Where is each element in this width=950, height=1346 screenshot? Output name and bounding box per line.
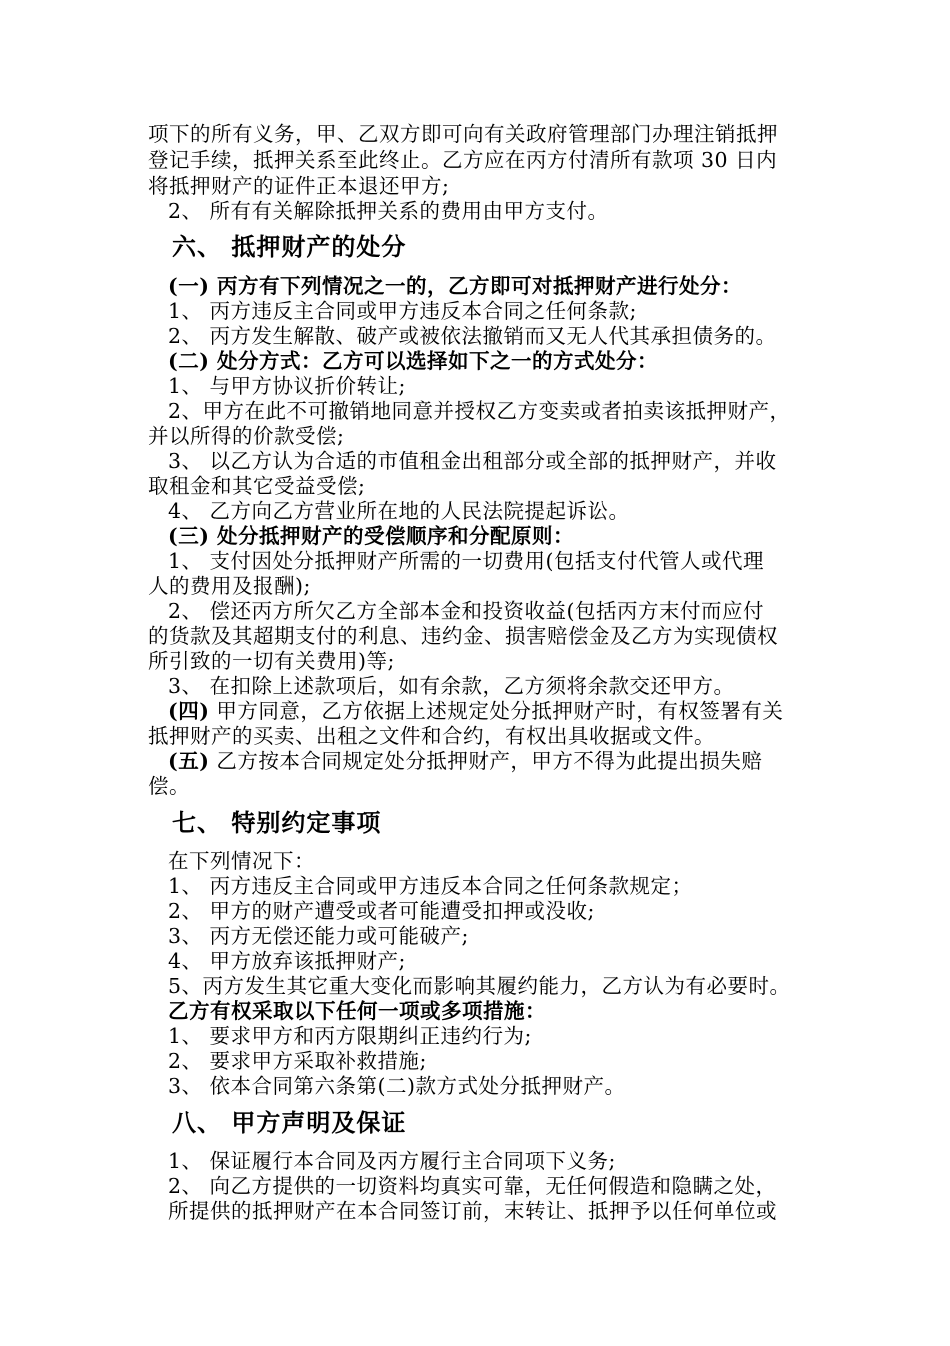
- paragraph-line: 2、 向乙方提供的一切资料均真实可靠，无任何假造和隐瞒之处，: [168, 1174, 777, 1198]
- paragraph-line: 3、 依本合同第六条第(二)款方式处分抵押财产。: [168, 1074, 626, 1098]
- paragraph-line: [168, 748, 848, 774]
- paragraph-line: 1、 支付因处分抵押财产所需的一切费用(包括支付代管人或代理: [168, 549, 765, 573]
- paragraph-line: 3、 在扣除上述款项后，如有余款，乙方须将余款交还甲方。: [168, 674, 735, 698]
- clause-text: 甲方同意，乙方依据上述规定处分抵押财产时，有权签署有关: [209, 699, 784, 723]
- paragraph-line: 2、 偿还丙方所欠乙方全部本金和投资收益(包括丙方末付而应付: [168, 599, 765, 623]
- subsection-heading: (三) 处分抵押财产的受偿顺序和分配原则：: [168, 524, 575, 548]
- paragraph-line: 项下的所有义务，甲、乙双方即可向有关政府管理部门办理注销抵押: [148, 122, 778, 146]
- paragraph-line: 2、 丙方发生解散、破产或被依法撤销而又无人代其承担债务的。: [168, 324, 777, 348]
- paragraph-line: 抵押财产的买卖、出租之文件和合约，有权出具收据或文件。: [148, 724, 715, 748]
- paragraph-line: 2、甲方在此不可撤销地同意并授权乙方变卖或者拍卖该抵押财产，: [168, 399, 791, 423]
- clause-marker: (四): [168, 699, 210, 723]
- paragraph-line: 2、 所有有关解除抵押关系的费用由甲方支付。: [168, 199, 609, 223]
- paragraph-line: 1、 要求甲方和丙方限期纠正违约行为;: [168, 1024, 532, 1048]
- paragraph-line: 的货款及其超期支付的利息、违约金、损害赔偿金及乙方为实现债权: [148, 624, 778, 648]
- paragraph-line: 1、 保证履行本合同及丙方履行主合同项下义务;: [168, 1149, 616, 1173]
- section-heading: 七、 特别约定事项: [172, 808, 382, 837]
- subsection-heading: 乙方有权采取以下任何一项或多项措施：: [168, 999, 546, 1023]
- paragraph-line: 并以所得的价款受偿;: [148, 424, 345, 448]
- section-heading: 六、 抵押财产的处分: [172, 232, 407, 261]
- subsection-heading: (二) 处分方式：乙方可以选择如下之一的方式处分：: [168, 349, 659, 373]
- paragraph-line: 所提供的抵押财产在本合同签订前，末转让、抵押予以任何单位或: [168, 1199, 777, 1223]
- paragraph-line: 3、 以乙方认为合适的市值租金出租部分或全部的抵押财产，并收: [168, 449, 777, 473]
- paragraph-line: 所引致的一切有关费用)等;: [148, 649, 395, 673]
- paragraph-line: 偿。: [148, 774, 190, 798]
- clause-marker: (五): [168, 749, 210, 773]
- paragraph-line: 5、丙方发生其它重大变化而影响其履约能力，乙方认为有必要时。: [168, 974, 791, 998]
- clause-text: 乙方按本合同规定处分抵押财产，甲方不得为此提出损失赔: [209, 749, 763, 773]
- paragraph-line: 2、 要求甲方采取补救措施;: [168, 1049, 427, 1073]
- paragraph-line: 4、 乙方向乙方营业所在地的人民法院提起诉讼。: [168, 499, 630, 523]
- paragraph-line: 1、 丙方违反主合同或甲方违反本合同之任何条款;: [168, 299, 637, 323]
- paragraph-line: 登记手续，抵押关系至此终止。乙方应在丙方付清所有款项 30 日内: [148, 148, 778, 172]
- paragraph-line: 将抵押财产的证件正本退还甲方;: [148, 174, 450, 198]
- paragraph-line: 人的费用及报酬);: [148, 574, 311, 598]
- paragraph-line: 在下列情况下：: [168, 849, 315, 873]
- paragraph-line: 2、 甲方的财产遭受或者可能遭受扣押或没收;: [168, 899, 595, 923]
- paragraph-line: 取租金和其它受益受偿;: [148, 474, 366, 498]
- paragraph-line: 1、 丙方违反主合同或甲方违反本合同之任何条款规定；: [168, 874, 693, 898]
- section-heading: 八、 甲方声明及保证: [172, 1108, 407, 1137]
- paragraph-line: 4、 甲方放弃该抵押财产;: [168, 949, 406, 973]
- paragraph-line: 3、 丙方无偿还能力或可能破产;: [168, 924, 469, 948]
- paragraph-line: [168, 698, 848, 724]
- subsection-heading: (一) 丙方有下列情况之一的，乙方即可对抵押财产进行处分：: [168, 274, 743, 298]
- paragraph-line: 1、 与甲方协议折价转让;: [168, 374, 406, 398]
